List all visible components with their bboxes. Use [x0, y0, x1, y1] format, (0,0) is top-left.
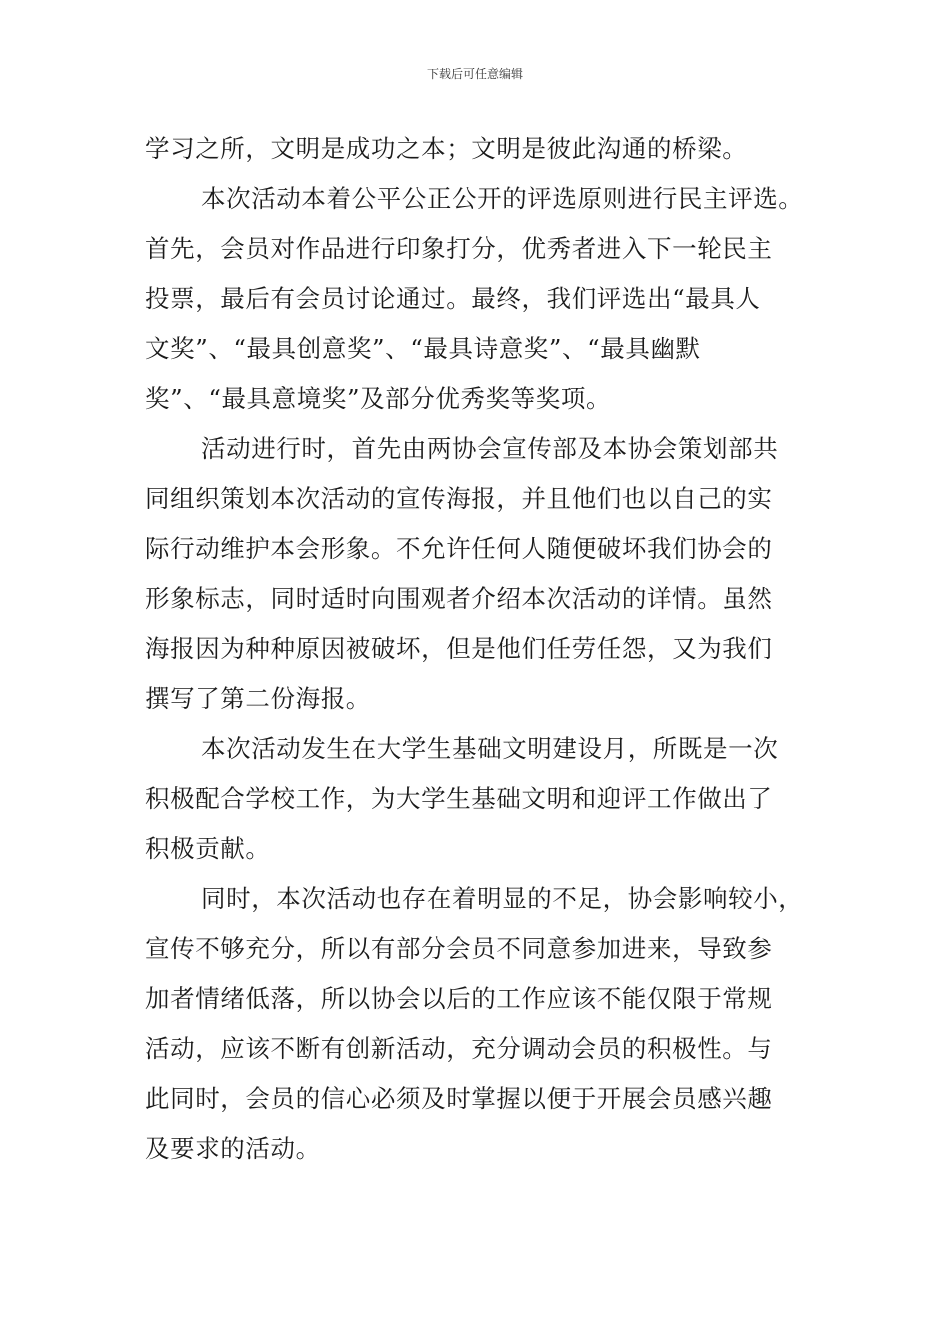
- text-line: 加者情绪低落，所以协会以后的工作应该不能仅限于常规: [145, 984, 773, 1013]
- text-line: 首先，会员对作品进行印象打分，优秀者进入下一轮民主: [145, 234, 773, 263]
- text-line: 宣传不够充分，所以有部分会员不同意参加进来，导致参: [145, 934, 773, 963]
- paragraph-first-line: 同时，本次活动也存在着明显的不足，协会影响较小，: [201, 884, 804, 913]
- paragraph-first-line: 本次活动本着公平公正公开的评选原则进行民主评选。: [201, 184, 804, 213]
- page-header: 下载后可任意编辑: [426, 67, 523, 81]
- text-line: 此同时，会员的信心必须及时掌握以便于开展会员感兴趣: [145, 1084, 773, 1113]
- text-line: 活动，应该不断有创新活动，充分调动会员的积极性。与: [145, 1034, 773, 1063]
- text-line: 及要求的活动。: [145, 1134, 321, 1163]
- text-line: 撰写了第二份海报。: [145, 684, 371, 713]
- text-line: 际行动维护本会形象。不允许任何人随便破坏我们协会的: [145, 534, 773, 563]
- document-body: [145, 124, 835, 1174]
- text-line: 投票，最后有会员讨论通过。最终，我们评选出“最具人: [145, 284, 761, 313]
- text-line: 同组织策划本次活动的宣传海报，并且他们也以自己的实: [145, 484, 773, 513]
- paragraph-first-line: 本次活动发生在大学生基础文明建设月，所既是一次: [201, 734, 779, 763]
- text-line: 积极贡献。: [145, 834, 271, 863]
- text-line: 文奖”、“最具创意奖”、“最具诗意奖”、“最具幽默: [145, 334, 701, 363]
- text-line: 海报因为种种原因被破坏，但是他们任劳任怨，又为我们: [145, 634, 773, 663]
- text-line: 积极配合学校工作，为大学生基础文明和迎评工作做出了: [145, 784, 773, 813]
- paragraph-first-line: 活动进行时，首先由两协会宣传部及本协会策划部共: [201, 434, 779, 463]
- text-line: 奖”、“最具意境奖”及部分优秀奖等奖项。: [145, 384, 612, 413]
- text-line: 学习之所，文明是成功之本；文明是彼此沟通的桥梁。: [145, 134, 748, 163]
- text-line: 形象标志，同时适时向围观者介绍本次活动的详情。虽然: [145, 584, 773, 613]
